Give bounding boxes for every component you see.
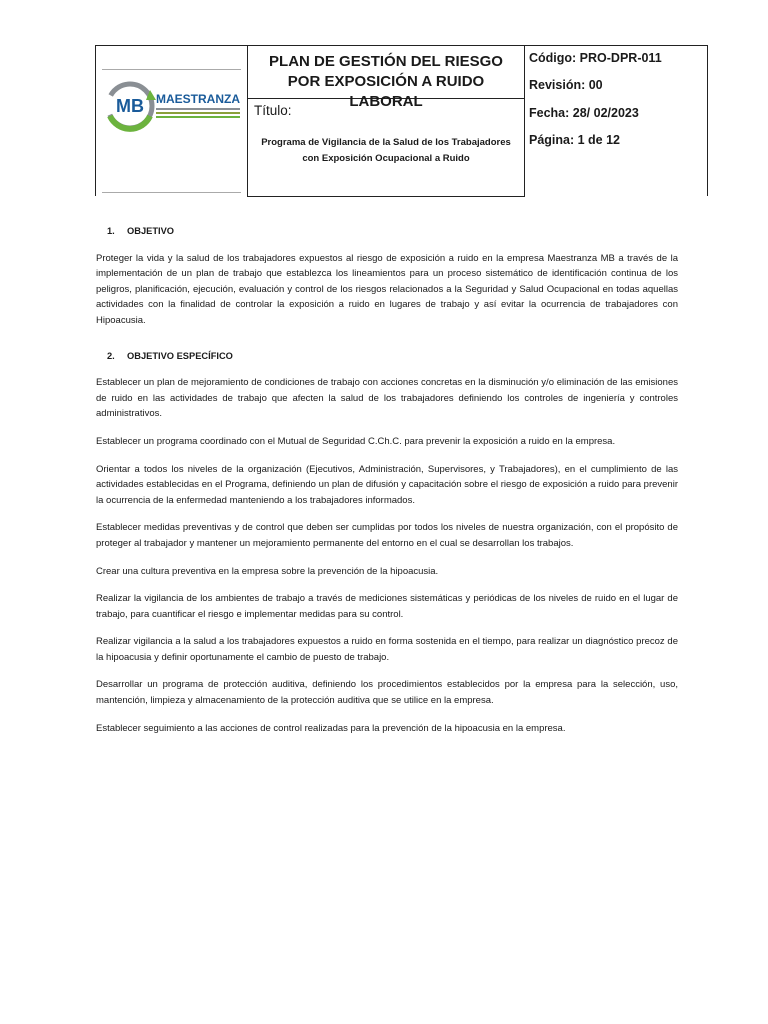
logo-bottom-divider: [102, 192, 241, 193]
title-line-2: POR EXPOSICIÓN A RUIDO LABORAL: [287, 73, 485, 110]
objetivo-especifico-paragraph: Establecer un programa coordinado con el Mutual de Seguridad C.Ch.C. para prevenir la exposición a ruido en la empresa.: [96, 435, 616, 447]
revision-field: Revisión: 00: [529, 78, 603, 92]
objetivo-paragraph: Proteger la vida y la salud de los trabajadores expuestos al riesgo de exposición a ruido en la empresa Maestranza MB a través de la implementación de un plan de trabajo que establezca los lineamientos para un proceso sistemático de identificación continua de los peligros, planificación, ejecución, evaluación y control de los riesgos relacionados a la Seguridad y Salud Ocupacional en todas aquellas actividades con la finalidad de controlar la exposición a ruido en lugares de trabajo y así evitar la ocurrencia de trabajadores con Hipoacusia.: [96, 252, 678, 326]
objetivo-especifico-paragraph: Establecer un plan de mejoramiento de condiciones de trabajo con acciones concretas en la disminución y/o eliminación de las emisiones de ruido en las actividades de trabajo que afecten la salud de los trabajadores definiendo los controles de ingeniería y controles administrativos.: [96, 377, 678, 420]
title-cell: [248, 46, 525, 197]
logo-cell: [96, 46, 248, 197]
section-2-title: OBJETIVO ESPECÍFICO: [127, 350, 233, 361]
section-2-heading: [107, 349, 678, 365]
title-line-1: PLAN DE GESTIÓN DEL RIESGO: [269, 53, 503, 70]
objetivo-especifico-paragraph: Realizar vigilancia a la salud a los trabajadores expuestos a ruido en forma sostenida en el tiempo, para realizar un diagnóstico precoz de la hipoacusia y definir oportunamente el cambio de puesto de trabajo.: [96, 636, 678, 663]
objetivo-especifico-paragraph: Establecer seguimiento a las acciones de control realizadas para la prevención de la hipoacusia en la empresa.: [96, 722, 566, 734]
document-header-table: [95, 45, 708, 197]
objetivo-especifico-paragraph: Crear una cultura preventiva en la empresa sobre la prevención de la hipoacusia.: [96, 565, 439, 577]
objetivo-especifico-paragraph: Realizar la vigilancia de los ambientes de trabajo a través de mediciones sistemáticas y periódicas de los niveles de ruido en el lugar de trabajo, para cuantificar el riesgo e implementar medidas para su control.: [96, 593, 678, 620]
logo-initials: MB: [116, 96, 144, 116]
document-title: [248, 46, 524, 110]
logo-top-divider: [102, 69, 241, 70]
objetivo-especifico-paragraph: Orientar a todos los niveles de la organización (Ejecutivos, Administración, Supervisores, y Trabajadores), en el cumplimiento de las actividades establecidas en el Programa, definiendo un plan de difusión y capacitación sobre el riesgo de exposición a ruido para prevenir la ocurrencia de la enfermedad manteniendo a los trabajadores informados.: [96, 463, 678, 506]
section-1-heading: [107, 224, 678, 240]
titulo-label: Título:: [254, 103, 292, 118]
section-1-title: OBJETIVO: [127, 226, 175, 236]
subtitle-line-1: Programa de Vigilancia de la Salud de los Trabajadores: [261, 137, 511, 148]
subtitle-line-2: con Exposición Ocupacional a Ruido: [302, 153, 470, 164]
metadata-cell: [525, 46, 708, 197]
section-1-number: 1.: [107, 226, 115, 236]
fecha-field: Fecha: 28/ 02/2023: [529, 106, 639, 120]
section-2-number: 2.: [107, 350, 115, 361]
logo-brand-name: MAESTRANZA: [156, 92, 240, 106]
document-body: [96, 224, 678, 748]
maestranza-logo: [104, 76, 242, 156]
objetivo-especifico-paragraph: Desarrollar un programa de protección auditiva, definiendo los procedimientos establecidos por la empresa para la selección, uso, mantención, limpieza y almacenamiento de la protección auditiva que se utilice en la empresa.: [96, 679, 678, 707]
objetivo-especifico-paragraph: Establecer medidas preventivas y de control que deben ser cumplidas por todos los niveles de nuestra organización, con el propósito de proteger al trabajador y mantener un mejoramiento permanente del entorno en el cual se desarrollan los trabajos.: [96, 522, 678, 549]
pagina-field: Página: 1 de 12: [529, 133, 621, 147]
document-subtitle: [248, 125, 524, 167]
codigo-field: Código: PRO-DPR-011: [529, 51, 662, 65]
